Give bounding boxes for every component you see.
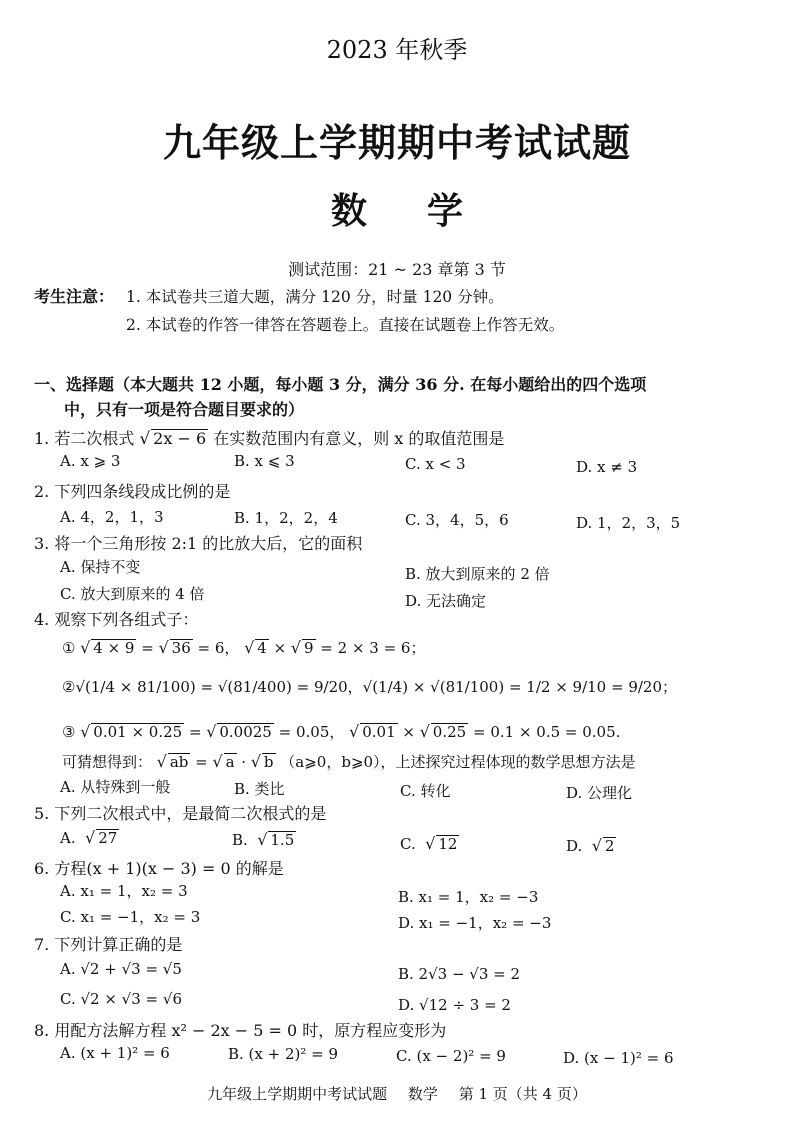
subject-title: 数学 bbox=[330, 190, 523, 232]
equals: = bbox=[195, 753, 213, 771]
radicand: 0.01 × 0.25 bbox=[93, 723, 183, 741]
question-2-option-c: C. 3，4，5，6 bbox=[405, 511, 509, 529]
question-1-option-c: C. x < 3 bbox=[405, 455, 466, 473]
circled-three: ③ bbox=[62, 723, 76, 741]
question-8-option-b: B. (x + 2)² = 9 bbox=[228, 1045, 339, 1063]
option-label: D. bbox=[566, 837, 583, 855]
question-7-stem: 7. 下列计算正确的是 bbox=[34, 935, 183, 954]
question-1-option-d: D. x ≠ 3 bbox=[576, 458, 638, 476]
radicand: 1.5 bbox=[270, 831, 295, 849]
question-3-option-b: B. 放大到原来的 2 倍 bbox=[405, 565, 550, 583]
radicand: 0.01 bbox=[362, 723, 396, 741]
question-8-option-d: D. (x − 1)² = 6 bbox=[563, 1049, 674, 1067]
question-4-option-a: A. 从特殊到一般 bbox=[60, 778, 171, 796]
footer-page-number: 第 1 页（共 4 页） bbox=[458, 1085, 587, 1103]
result: = 6， bbox=[197, 639, 240, 657]
question-1-radicand: 2x − 6 bbox=[153, 429, 207, 448]
guess-label: 可猜想得到： bbox=[62, 753, 153, 771]
section-1-heading-line1: 一、选择题（本大题共 12 小题，每小题 3 分，满分 36 分. 在每小题给出的四个选项 bbox=[34, 375, 647, 394]
question-4-row-3 bbox=[62, 721, 620, 742]
question-5-option-d bbox=[566, 836, 616, 855]
radical-sign-icon: √ bbox=[212, 752, 223, 771]
question-5-option-c bbox=[400, 834, 459, 853]
radical-sign-icon: √ bbox=[244, 638, 255, 657]
radical-sign-icon: √ bbox=[290, 638, 301, 657]
equals: = bbox=[188, 723, 207, 741]
question-8-option-a: A. (x + 1)² = 6 bbox=[60, 1044, 170, 1062]
footer-subject: 数学 bbox=[407, 1085, 438, 1103]
question-7-option-a: A. √2 + √3 = √5 bbox=[60, 960, 182, 978]
question-3-option-c: C. 放大到原来的 4 倍 bbox=[60, 585, 205, 603]
radical-sign-icon: √ bbox=[349, 722, 360, 741]
question-4-row-2: ②√(1/4 × 81/100) = √(81/400) = 9/20，√(1/4) × √(81/100) = 1/2 × 9/10 = 9/20； bbox=[62, 678, 678, 696]
question-4-option-c: C. 转化 bbox=[400, 782, 451, 800]
test-scope: 测试范围：21 ~ 23 章第 3 节 bbox=[288, 260, 506, 279]
question-4-option-b: B. 类比 bbox=[234, 780, 285, 798]
question-4-stem: 4. 观察下列各组式子： bbox=[34, 610, 199, 629]
radical-sign-icon: √ bbox=[419, 722, 430, 741]
radical-sign-icon: √ bbox=[156, 752, 167, 771]
option-label: C. bbox=[400, 835, 416, 853]
notice-item-1: 1. 本试卷共三道大题，满分 120 分，时量 120 分钟。 bbox=[126, 288, 504, 306]
question-1-option-b: B. x ⩽ 3 bbox=[234, 452, 295, 470]
question-3-stem: 3. 将一个三角形按 2:1 的比放大后，它的面积 bbox=[34, 534, 363, 553]
radicand: 4 × 9 bbox=[93, 639, 135, 657]
radicand: 0.25 bbox=[432, 723, 467, 741]
circled-one: ① bbox=[62, 639, 76, 657]
question-7-option-c: C. √2 × √3 = √6 bbox=[60, 990, 182, 1008]
equals: = bbox=[141, 639, 159, 657]
footer-exam-title: 九年级上学期期中考试试题 bbox=[207, 1085, 388, 1103]
question-4-row-1 bbox=[62, 637, 425, 658]
radical-sign-icon: √ bbox=[425, 834, 436, 853]
radicand: 12 bbox=[438, 835, 458, 853]
option-label: A. bbox=[60, 829, 76, 847]
question-3-option-a: A. 保持不变 bbox=[60, 558, 141, 576]
radicand: 4 bbox=[257, 639, 267, 657]
radical-sign-icon: √ bbox=[257, 830, 268, 849]
radical-sign-icon: √ bbox=[80, 638, 91, 657]
season-heading: 2023 年秋季 bbox=[326, 36, 468, 64]
question-1-option-a: A. x ⩾ 3 bbox=[60, 452, 121, 470]
question-1-stem-pre: 1. 若二次根式 bbox=[34, 429, 135, 448]
dot: · bbox=[241, 753, 251, 771]
radical-sign-icon: √ bbox=[80, 722, 91, 741]
question-3-option-d: D. 无法确定 bbox=[405, 592, 487, 610]
radical-sign-icon: √ bbox=[139, 428, 151, 448]
question-8-stem: 8. 用配方法解方程 x² − 2x − 5 = 0 时，原方程应变形为 bbox=[34, 1021, 447, 1040]
radical-sign-icon: √ bbox=[206, 722, 217, 741]
question-2-option-d: D. 1，2，3，5 bbox=[576, 514, 681, 532]
section-1-heading-line2: 中，只有一项是符合题目要求的） bbox=[64, 400, 305, 419]
question-6-option-d: D. x₁ = −1，x₂ = −3 bbox=[398, 914, 552, 932]
radicand: a bbox=[225, 753, 235, 771]
question-5-stem: 5. 下列二次根式中，是最简二次根式的是 bbox=[34, 804, 327, 823]
result: = 2 × 3 = 6； bbox=[320, 639, 426, 657]
question-4-guess bbox=[62, 751, 636, 772]
result: = 0.05， bbox=[278, 723, 345, 741]
question-7-option-b: B. 2√3 − √3 = 2 bbox=[398, 965, 521, 983]
question-2-stem: 2. 下列四条线段成比例的是 bbox=[34, 482, 231, 501]
radicand: 0.0025 bbox=[219, 723, 272, 741]
notice-item-2: 2. 本试卷的作答一律答在答题卷上。直接在试题卷上作答无效。 bbox=[126, 316, 565, 334]
radical-sign-icon: √ bbox=[85, 828, 96, 847]
question-7-option-d: D. √12 ÷ 3 = 2 bbox=[398, 996, 511, 1014]
radicand: b bbox=[263, 753, 274, 771]
times: × bbox=[273, 639, 291, 657]
radicand: 36 bbox=[171, 639, 191, 657]
question-6-option-c: C. x₁ = −1，x₂ = 3 bbox=[60, 908, 201, 926]
page-footer bbox=[0, 1083, 794, 1104]
result: = 0.1 × 0.5 = 0.05. bbox=[472, 723, 621, 741]
question-6-option-a: A. x₁ = 1，x₂ = 3 bbox=[60, 882, 188, 900]
question-5-option-a bbox=[60, 828, 119, 847]
question-5-option-b bbox=[232, 830, 296, 849]
question-2-option-b: B. 1，2，2，4 bbox=[234, 509, 338, 527]
exam-title: 九年级上学期期中考试试题 bbox=[162, 120, 631, 165]
times: × bbox=[402, 723, 420, 741]
question-1-stem-post: 在实数范围内有意义，则 x 的取值范围是 bbox=[213, 429, 505, 448]
radicand: 2 bbox=[604, 837, 615, 855]
question-6-stem: 6. 方程(x + 1)(x − 3) = 0 的解是 bbox=[34, 859, 284, 878]
question-4-option-d: D. 公理化 bbox=[566, 784, 633, 802]
question-8-option-c: C. (x − 2)² = 9 bbox=[396, 1047, 506, 1065]
notice-label: 考生注意： bbox=[34, 287, 115, 306]
radical-sign-icon: √ bbox=[250, 752, 261, 771]
guess-tail: （a⩾0，b⩾0），上述探究过程体现的数学思想方法是 bbox=[280, 753, 636, 771]
radicand: 27 bbox=[98, 829, 118, 847]
radical-sign-icon: √ bbox=[591, 836, 602, 855]
question-6-option-b: B. x₁ = 1，x₂ = −3 bbox=[398, 888, 539, 906]
radical-sign-icon: √ bbox=[158, 638, 169, 657]
question-2-option-a: A. 4，2，1，3 bbox=[60, 508, 164, 526]
question-1-stem bbox=[34, 426, 504, 449]
option-label: B. bbox=[232, 831, 248, 849]
radicand: 9 bbox=[303, 639, 314, 657]
radicand: ab bbox=[169, 753, 189, 771]
